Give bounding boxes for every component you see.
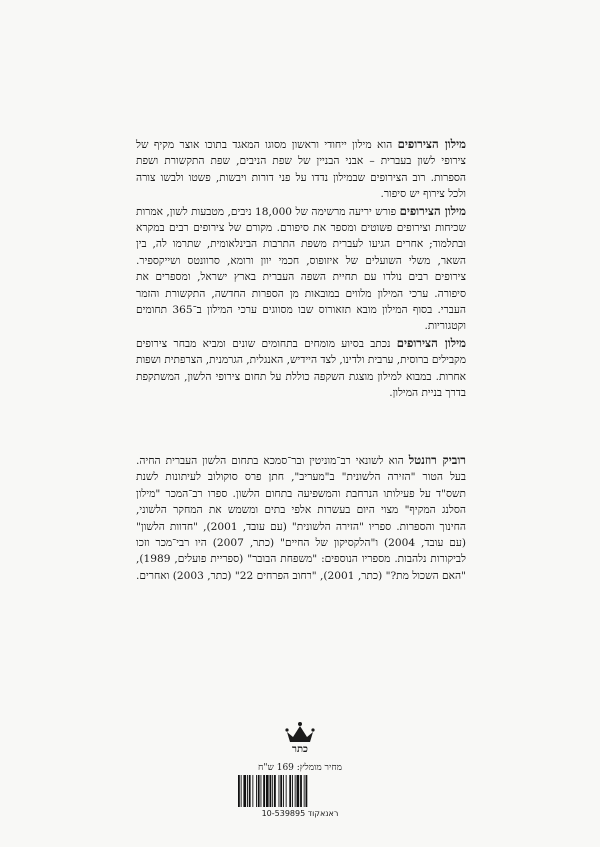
author-bio: [136, 452, 466, 584]
blurb-paragraph-1: [136, 136, 466, 203]
barcode-bar: [261, 775, 262, 807]
blurb-lead-1: מילון הצירופים: [397, 137, 466, 151]
barcode-bar: [247, 775, 248, 807]
barcode-bar: [266, 775, 269, 807]
book-blurb: [136, 136, 466, 402]
barcode-bar: [238, 775, 240, 807]
barcode-label: ראנאקוד 10-539895: [261, 809, 339, 818]
barcode-bar: [283, 775, 284, 807]
blurb-text-1: הוא מילון ייחודי וראשון מסוגו המאגד בתוכו אוצר מקיף של צירופי לשון בעברית – אבני הבניין של שפת הניבים, שפת התקשורת ושפת הספרות. רוב הצירופים שבמילון נדדו על פני דורות ויבשות, פשטו ולבשו צורה ולכל צירוף יש סיפור.: [136, 139, 466, 201]
barcode-bar: [252, 775, 253, 807]
blurb-lead-3: מילון הצירופים: [396, 335, 466, 350]
barcode-bar: [256, 775, 257, 807]
barcode-bar: [274, 775, 276, 807]
barcode: [236, 775, 364, 807]
barcode-bar: [272, 775, 273, 807]
blurb-lead-2: מילון הצירופים: [399, 203, 466, 218]
blurb-text-3: נכתב בסיוע מומחים בתחומים שונים ומביא מבחר צירופים מקבילים ברוסית, ערבית ולדינו, לצד היידיש, האנגלית, הגרמנית, הצרפתית ושפות אחרות. במבוא למילון מוצגת השקפה כוללת על תחום צירופי הלשון, המשתקפת בדרך בניית המילון.: [136, 337, 466, 400]
crown-icon: [282, 718, 318, 754]
author-bio-text: הוא לשונאי רב־מוניטין ובר־סמכא בתחום הלשון העברית החיה. בעל הטור "הזירה הלשונית" ב"מעריב", חתן פרס סוקולוב לעיתונות לשנת תשס"ד על פעילותו הנרחבת והמשפיעה בתחום הלשון. ספרו רב־המכר "מילון הסלנג המקיף" מצוי היום בעשרות אלפי בתים ומשמש את המחקר הלשוני, החינוך והספרות. ספריו "הזירה הלשונית" (עם עובד, 2001), "חדוות הלשון" (עם עובד, 2004) ו"הלקסיקון של החיים" (כתר, 2007) היו רבי־מכר וזכו לביקורות נלהבות. מספריו הנוספים: "משפחת הבובר" (ספריית פועלים, 1989), "האם השכול מת?" (כתר, 2001), "רחוב הפרחים 22" (כתר, 2003) ואחרים.: [136, 455, 467, 582]
barcode-bar: [286, 775, 287, 807]
publisher-logo-text: כתר: [292, 744, 308, 754]
barcode-bar: [241, 775, 242, 807]
blurb-paragraph-3: [136, 335, 466, 402]
price-label: מחיר מומלץ: 169 ש"ח: [258, 763, 342, 773]
barcode-bar: [243, 775, 246, 807]
barcode-bar: [258, 775, 260, 807]
barcode-bar: [289, 775, 291, 807]
author-name: רוביק רוזנטל: [408, 453, 466, 467]
barcode-bar: [279, 775, 280, 807]
barcode-bar: [306, 775, 308, 807]
barcode-bar: [292, 775, 293, 807]
barcode-bar: [249, 775, 251, 807]
barcode-bar: [263, 775, 265, 807]
barcode-bar: [304, 775, 305, 807]
author-paragraph: [136, 452, 466, 584]
barcode-bar: [300, 775, 302, 807]
barcode-bar: [295, 775, 296, 807]
barcode-bar: [280, 775, 282, 807]
barcode-bar: [297, 775, 300, 807]
blurb-paragraph-2: [136, 203, 466, 335]
barcode-bar: [270, 775, 272, 807]
blurb-text-2: פורש יריעה מרשימה של 18,000 ניבים, מטבעות לשון, אמרות שכיחות וצירופים פשוטים ומספר את סיפורם. מקורם של צירופים רבים במקרא ובתלמוד; אחרים הגיעו לעברית משפת התרבות הבינלאומית, שתרמו לה, בין השאר, משלי השועלים של איזופוס, חכמי יוון ורומא, סרוונטס ושייקספיר. צירופים רבים נולדו עם תחיית השפה העברית בארץ ישראל, ומספרים את סיפורה. ערכי המילון מלווים במובאות מן הספרות החדשה, התקשורת והזמר העברי. בסוף המילון מובא תזאורוס שבו מסווגים ערכי המילון ב־365 תחומים וקטגוריות.: [136, 205, 466, 333]
